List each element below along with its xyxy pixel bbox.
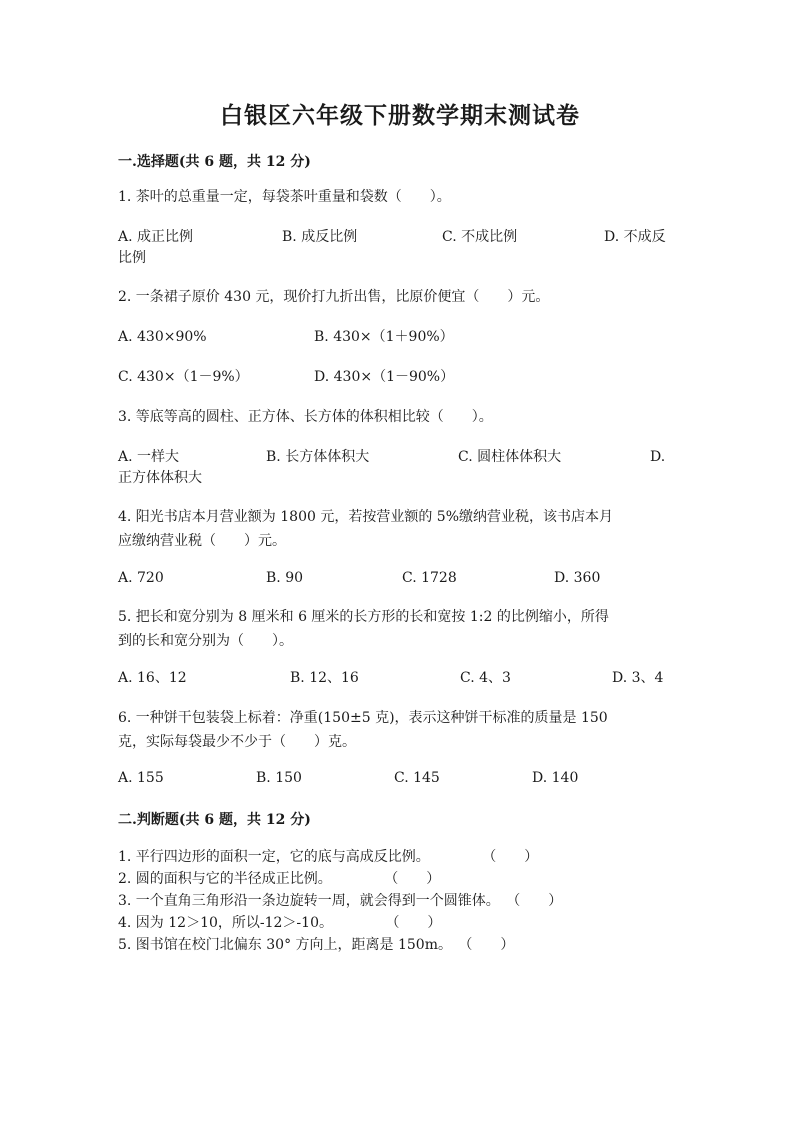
judgment-text: 2. 圆的面积与它的半径成正比例。: [118, 871, 332, 887]
question-text-line1: 4. 阳光书店本月营业额为 1800 元，若按营业额的 5%缴纳营业税，该书店本月: [118, 509, 613, 525]
judgment-item-4: [118, 912, 441, 934]
answer-parentheses[interactable]: （ ）: [482, 849, 539, 865]
option-d-wrap: 比例: [118, 250, 146, 266]
option-d[interactable]: D.: [650, 449, 666, 465]
question-text-line1: 5. 把长和宽分别为 8 厘米和 6 厘米的长方形的长和宽按 1:2 的比例缩小，所得: [118, 609, 609, 625]
question-text-line1: 6. 一种饼干包装袋上标着：净重(150±5 克)，表示这种饼干标准的质量是 150: [118, 710, 608, 726]
options-row: [118, 445, 678, 469]
option-a[interactable]: A. 成正比例: [118, 229, 194, 245]
answer-parentheses[interactable]: （ ）: [506, 893, 563, 909]
option-b[interactable]: B. 成反比例: [282, 229, 358, 245]
question-text: 1. 茶叶的总重量一定，每袋茶叶重量和袋数（ ）。: [118, 189, 451, 205]
option-a[interactable]: A. 430×90%: [118, 329, 207, 345]
judgment-item-5: [118, 934, 514, 956]
option-d[interactable]: D. 430×（1－90%）: [314, 369, 455, 385]
option-a[interactable]: A. 720: [118, 570, 164, 586]
option-b[interactable]: B. 12、16: [290, 670, 359, 686]
option-b[interactable]: B. 90: [266, 570, 304, 586]
answer-parentheses[interactable]: （ ）: [385, 915, 442, 931]
option-a[interactable]: A. 16、12: [118, 670, 187, 686]
option-c[interactable]: C. 4、3: [460, 670, 511, 686]
judgment-text: 3. 一个直角三角形沿一条边旋转一周，就会得到一个圆锥体。: [118, 893, 500, 909]
judgment-item-3: [118, 890, 562, 912]
option-c[interactable]: C. 不成比例: [442, 229, 518, 245]
option-d[interactable]: D. 3、4: [612, 670, 664, 686]
option-b[interactable]: B. 430×（1＋90%）: [314, 329, 454, 345]
judgment-item-1: [118, 846, 538, 868]
section-heading-judgment: 二.判断题(共 6 题，共 12 分): [118, 812, 311, 828]
question-2: [118, 285, 678, 309]
question-text-line2: 克，实际每袋最少不少于（ ）克。: [118, 734, 356, 750]
question-text: 3. 等底等高的圆柱、正方体、长方体的体积相比较（ ）。: [118, 409, 493, 425]
options-row: [118, 666, 678, 690]
answer-parentheses[interactable]: （ ）: [458, 937, 515, 953]
option-c[interactable]: C. 430×（1－9%）: [118, 369, 249, 385]
judgment-item-2: [118, 868, 440, 890]
section-heading-choice: 一.选择题(共 6 题，共 12 分): [118, 154, 311, 170]
option-b[interactable]: B. 长方体体积大: [266, 449, 370, 465]
option-a[interactable]: A. 一样大: [118, 449, 180, 465]
question-5: [118, 605, 678, 653]
judgment-text: 4. 因为 12＞10，所以-12＞-10。: [118, 915, 333, 931]
option-d[interactable]: D. 不成反: [604, 229, 666, 245]
options-row: [118, 766, 678, 790]
options-row: [118, 365, 678, 389]
option-c[interactable]: C. 圆柱体体积大: [458, 449, 562, 465]
option-d-wrap: 正方体体积大: [118, 470, 202, 486]
page-title: 白银区六年级下册数学期末测试卷: [220, 102, 580, 129]
option-d[interactable]: D. 140: [532, 770, 579, 786]
question-3: [118, 405, 678, 429]
options-row: [118, 566, 678, 590]
option-d[interactable]: D. 360: [554, 570, 601, 586]
question-6: [118, 706, 678, 754]
question-4: [118, 505, 678, 553]
question-text-line2: 到的长和宽分别为（ ）。: [118, 633, 293, 649]
question-text-line2: 应缴纳营业税（ ）元。: [118, 533, 286, 549]
option-a[interactable]: A. 155: [118, 770, 164, 786]
judgment-text: 5. 图书馆在校门北偏东 30° 方向上，距离是 150m。: [118, 937, 452, 953]
question-text: 2. 一条裙子原价 430 元，现价打九折出售，比原价便宜（ ）元。: [118, 289, 550, 305]
option-c[interactable]: C. 145: [394, 770, 440, 786]
options-row: [118, 325, 678, 349]
answer-parentheses[interactable]: （ ）: [384, 871, 441, 887]
option-b[interactable]: B. 150: [256, 770, 302, 786]
option-c[interactable]: C. 1728: [402, 570, 457, 586]
options-row: [118, 225, 678, 249]
question-1: [118, 185, 678, 209]
judgment-text: 1. 平行四边形的面积一定，它的底与高成反比例。: [118, 849, 430, 865]
